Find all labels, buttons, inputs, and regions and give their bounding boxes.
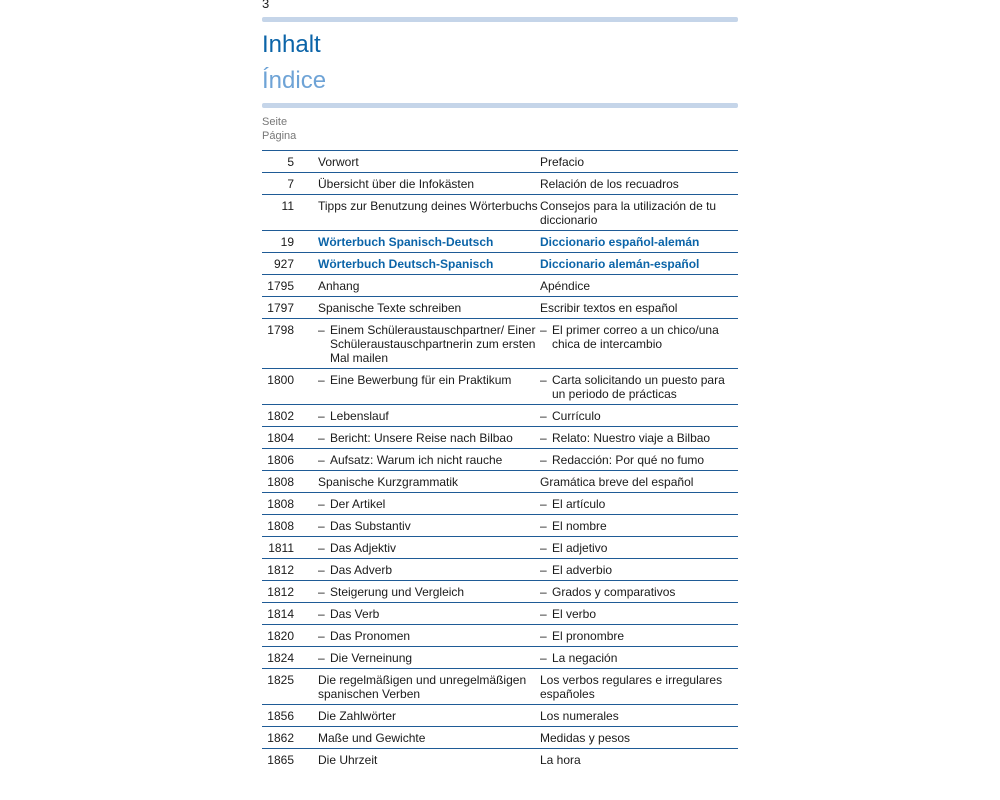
german-entry-cell — [318, 705, 540, 727]
page-number-cell: 5 — [262, 151, 294, 173]
spacer-cell — [294, 493, 318, 515]
table-row[interactable] — [262, 625, 738, 647]
german-entry-text: Vorwort — [318, 155, 359, 169]
page-number-cell: 1808 — [262, 493, 294, 515]
german-entry-cell — [318, 727, 540, 749]
spanish-entry-cell — [540, 151, 738, 173]
page-number: 3 — [262, 0, 270, 11]
spanish-entry-cell — [540, 559, 738, 581]
dash-marker: – — [540, 431, 547, 445]
spacer-cell — [294, 559, 318, 581]
german-entry-cell — [318, 253, 540, 275]
page-number-cell: 1808 — [262, 471, 294, 493]
spanish-entry-cell — [540, 449, 738, 471]
spacer-cell — [294, 471, 318, 493]
page-number-cell: 1812 — [262, 559, 294, 581]
spanish-entry-text: El adverbio — [552, 563, 613, 577]
table-row[interactable] — [262, 647, 738, 669]
spanish-entry-cell — [540, 471, 738, 493]
german-entry-text: Das Adverb — [330, 563, 393, 577]
spacer-cell — [294, 173, 318, 195]
page-number-cell: 1808 — [262, 515, 294, 537]
table-row[interactable] — [262, 173, 738, 195]
spacer-cell — [294, 151, 318, 173]
spanish-entry-text: Medidas y pesos — [540, 731, 631, 745]
german-entry-cell — [318, 369, 540, 405]
spanish-entry-cell — [540, 603, 738, 625]
page-number-cell: 7 — [262, 173, 294, 195]
german-entry-text: Spanische Texte schreiben — [318, 301, 462, 315]
title-spanish: Índice — [262, 67, 327, 94]
table-row[interactable] — [262, 253, 738, 275]
spacer-cell — [294, 669, 318, 705]
spacer-cell — [294, 749, 318, 771]
german-entry-cell — [318, 647, 540, 669]
german-entry-cell — [318, 405, 540, 427]
spanish-entry-text: Diccionario español-alemán — [540, 235, 700, 249]
german-entry-text: Bericht: Unsere Reise nach Bilbao — [330, 431, 513, 445]
dash-marker: – — [318, 497, 325, 511]
spanish-entry-text: Relato: Nuestro viaje a Bilbao — [552, 431, 711, 445]
spacer-cell — [294, 195, 318, 231]
dash-marker: – — [540, 497, 547, 511]
spanish-entry-cell — [540, 405, 738, 427]
spanish-entry-cell — [540, 231, 738, 253]
spanish-entry-text: El adjetivo — [552, 541, 608, 555]
dash-marker: – — [318, 373, 325, 387]
dash-marker: – — [540, 373, 547, 387]
table-row[interactable] — [262, 449, 738, 471]
spacer-cell — [294, 625, 318, 647]
page-number-cell: 1865 — [262, 749, 294, 771]
spanish-entry-text: Diccionario alemán-español — [540, 257, 700, 271]
table-row[interactable] — [262, 559, 738, 581]
table-row[interactable] — [262, 427, 738, 449]
contents-table — [262, 150, 738, 770]
page-number-cell: 1814 — [262, 603, 294, 625]
spanish-entry-text: Carta solicitando un puesto para un periodo de prácticas — [552, 373, 725, 401]
german-entry-text: Anhang — [318, 279, 360, 293]
spanish-entry-text: La negación — [552, 651, 618, 665]
table-row[interactable] — [262, 603, 738, 625]
spanish-entry-cell — [540, 705, 738, 727]
spacer-cell — [294, 297, 318, 319]
german-entry-cell — [318, 625, 540, 647]
title-german: Inhalt — [262, 31, 321, 58]
german-entry-text: Der Artikel — [330, 497, 386, 511]
spanish-entry-cell — [540, 369, 738, 405]
dash-marker: – — [540, 563, 547, 577]
spanish-entry-text: Los numerales — [540, 709, 619, 723]
page-number-cell: 1862 — [262, 727, 294, 749]
spanish-entry-cell — [540, 581, 738, 603]
table-row[interactable] — [262, 705, 738, 727]
page-number-cell: 1806 — [262, 449, 294, 471]
spanish-entry-text: Escribir textos en español — [540, 301, 678, 315]
spanish-entry-text: El primer correo a un chico/una chica de intercambio — [552, 323, 719, 351]
spanish-entry-cell — [540, 749, 738, 771]
german-entry-text: Tipps zur Benutzung deines Wörterbuchs — [318, 199, 538, 213]
german-entry-text: Die Uhrzeit — [318, 753, 378, 767]
german-entry-text: Das Verb — [330, 607, 380, 621]
german-entry-text: Wörterbuch Deutsch-Spanisch — [318, 257, 494, 271]
spanish-entry-text: Gramática breve del español — [540, 475, 694, 489]
spanish-entry-text: El artículo — [552, 497, 606, 511]
spacer-cell — [294, 319, 318, 369]
table-row[interactable] — [262, 319, 738, 369]
german-entry-cell — [318, 537, 540, 559]
dash-marker: – — [318, 629, 325, 643]
table-row[interactable] — [262, 195, 738, 231]
german-entry-text: Die Zahlwörter — [318, 709, 397, 723]
german-entry-text: Das Adjektiv — [330, 541, 397, 555]
spanish-entry-cell — [540, 647, 738, 669]
spanish-entry-text: Redacción: Por qué no fumo — [552, 453, 705, 467]
dash-marker: – — [540, 541, 547, 555]
dash-marker: – — [540, 519, 547, 533]
table-row[interactable] — [262, 515, 738, 537]
german-entry-cell — [318, 749, 540, 771]
page-number-cell: 1804 — [262, 427, 294, 449]
title-divider — [262, 103, 738, 108]
german-entry-text: Das Pronomen — [330, 629, 411, 643]
german-entry-cell — [318, 195, 540, 231]
top-divider — [262, 17, 738, 22]
page-number-cell: 19 — [262, 231, 294, 253]
table-row[interactable] — [262, 369, 738, 405]
german-entry-cell — [318, 581, 540, 603]
german-entry-cell — [318, 297, 540, 319]
spacer-cell — [294, 427, 318, 449]
table-row[interactable] — [262, 471, 738, 493]
dash-marker: – — [540, 453, 547, 467]
page-number-cell: 1800 — [262, 369, 294, 405]
german-entry-text: Aufsatz: Warum ich nicht rauche — [330, 453, 503, 467]
table-row[interactable] — [262, 537, 738, 559]
spacer-cell — [294, 405, 318, 427]
german-entry-text: Übersicht über die Infokästen — [318, 177, 475, 191]
page-label-german: Seite — [262, 116, 288, 128]
spanish-entry-cell — [540, 669, 738, 705]
spanish-entry-cell — [540, 427, 738, 449]
spacer-cell — [294, 727, 318, 749]
spacer-cell — [294, 603, 318, 625]
german-entry-cell — [318, 231, 540, 253]
page-number-cell: 1798 — [262, 319, 294, 369]
page-number-cell: 1797 — [262, 297, 294, 319]
dash-marker: – — [540, 629, 547, 643]
spanish-entry-cell — [540, 515, 738, 537]
german-entry-cell — [318, 449, 540, 471]
spacer-cell — [294, 581, 318, 603]
german-entry-cell — [318, 669, 540, 705]
spanish-entry-cell — [540, 297, 738, 319]
dash-marker: – — [318, 453, 325, 467]
page-number-cell: 1811 — [262, 537, 294, 559]
spanish-entry-text: Apéndice — [540, 279, 591, 293]
table-row[interactable] — [262, 581, 738, 603]
german-entry-text: Einem Schüleraustauschpartner/ Einer Schüleraustauschpartnerin zum ersten Mal mailen — [330, 323, 536, 365]
dash-marker: – — [318, 541, 325, 555]
page-number-cell: 1802 — [262, 405, 294, 427]
spacer-cell — [294, 369, 318, 405]
spanish-entry-text: El verbo — [552, 607, 597, 621]
table-row[interactable] — [262, 749, 738, 771]
spanish-entry-cell — [540, 493, 738, 515]
german-entry-text: Steigerung und Vergleich — [330, 585, 465, 599]
spanish-entry-cell — [540, 319, 738, 369]
spanish-entry-text: El nombre — [552, 519, 607, 533]
spanish-entry-text: Relación de los recuadros — [540, 177, 679, 191]
spanish-entry-cell — [540, 275, 738, 297]
german-entry-text: Die Verneinung — [330, 651, 413, 665]
spacer-cell — [294, 705, 318, 727]
table-row[interactable] — [262, 669, 738, 705]
german-entry-cell — [318, 275, 540, 297]
spacer-cell — [294, 253, 318, 275]
page-number-cell: 1820 — [262, 625, 294, 647]
german-entry-text: Wörterbuch Spanisch-Deutsch — [318, 235, 494, 249]
spacer-cell — [294, 537, 318, 559]
spacer-cell — [294, 515, 318, 537]
dash-marker: – — [318, 409, 325, 423]
page-number-cell: 1795 — [262, 275, 294, 297]
spanish-entry-text: Consejos para la utilización de tu diccionario — [540, 199, 717, 227]
spacer-cell — [294, 231, 318, 253]
page-column-labels — [262, 115, 296, 143]
german-entry-cell — [318, 151, 540, 173]
dash-marker: – — [540, 409, 547, 423]
dash-marker: – — [318, 607, 325, 621]
table-row[interactable] — [262, 493, 738, 515]
page-number-cell: 11 — [262, 195, 294, 231]
dash-marker: – — [540, 651, 547, 665]
table-row[interactable] — [262, 151, 738, 173]
page-number-cell: 1812 — [262, 581, 294, 603]
german-entry-text: Maße und Gewichte — [318, 731, 426, 745]
page-number-cell: 1825 — [262, 669, 294, 705]
dash-marker: – — [540, 585, 547, 599]
german-entry-cell — [318, 173, 540, 195]
dash-marker: – — [318, 563, 325, 577]
german-entry-text: Die regelmäßigen und unregelmäßigen spanischen Verben — [318, 673, 527, 701]
german-entry-cell — [318, 515, 540, 537]
spanish-entry-text: Los verbos regulares e irregulares españoles — [540, 673, 723, 701]
german-entry-cell — [318, 319, 540, 369]
german-entry-cell — [318, 471, 540, 493]
german-entry-cell — [318, 559, 540, 581]
spanish-entry-text: Currículo — [552, 409, 601, 423]
spanish-entry-cell — [540, 253, 738, 275]
german-entry-cell — [318, 603, 540, 625]
dash-marker: – — [318, 651, 325, 665]
german-entry-text: Spanische Kurzgrammatik — [318, 475, 459, 489]
german-entry-text: Das Substantiv — [330, 519, 411, 533]
spanish-entry-text: El pronombre — [552, 629, 625, 643]
spanish-entry-cell — [540, 727, 738, 749]
page-number-cell: 927 — [262, 253, 294, 275]
dash-marker: – — [540, 607, 547, 621]
table-row[interactable] — [262, 275, 738, 297]
page-number-cell: 1856 — [262, 705, 294, 727]
spanish-entry-text: Prefacio — [540, 155, 585, 169]
spanish-entry-cell — [540, 625, 738, 647]
spanish-entry-cell — [540, 173, 738, 195]
german-entry-cell — [318, 493, 540, 515]
spacer-cell — [294, 647, 318, 669]
table-row[interactable] — [262, 727, 738, 749]
table-row[interactable] — [262, 231, 738, 253]
german-entry-text: Eine Bewerbung für ein Praktikum — [330, 373, 512, 387]
page-number-cell: 1824 — [262, 647, 294, 669]
german-entry-cell — [318, 427, 540, 449]
spanish-entry-cell — [540, 537, 738, 559]
spacer-cell — [294, 275, 318, 297]
dash-marker: – — [318, 519, 325, 533]
table-row[interactable] — [262, 297, 738, 319]
spanish-entry-text: La hora — [540, 753, 581, 767]
page-label-spanish: Página — [262, 130, 297, 142]
dash-marker: – — [318, 323, 325, 337]
spacer-cell — [294, 449, 318, 471]
spanish-entry-text: Grados y comparativos — [552, 585, 676, 599]
dash-marker: – — [540, 323, 547, 337]
spanish-entry-cell — [540, 195, 738, 231]
table-row[interactable] — [262, 405, 738, 427]
dash-marker: – — [318, 585, 325, 599]
dash-marker: – — [318, 431, 325, 445]
german-entry-text: Lebenslauf — [330, 409, 389, 423]
